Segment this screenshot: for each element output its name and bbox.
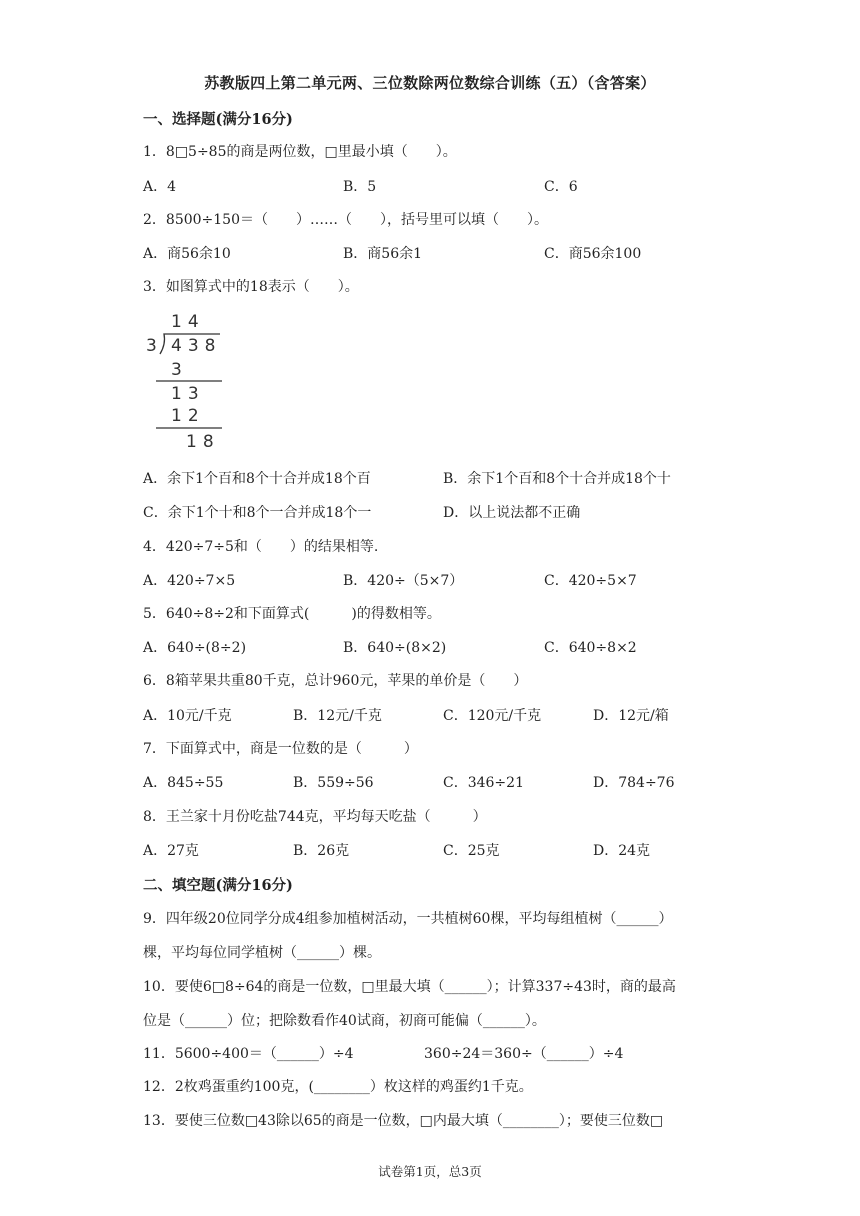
q6-option-b: B．12元/千克 — [293, 708, 382, 724]
question-2: 2．8500÷150＝（ ）……（ ），括号里可以填（ ）。 — [143, 212, 548, 228]
division-step-3: 12 — [171, 406, 205, 426]
question-5: 5．640÷8÷2和下面算式( )的得数相等。 — [143, 606, 441, 622]
q3-option-d: D．以上说法都不正确 — [443, 505, 581, 521]
q5-option-b: B．640÷(8×2) — [343, 640, 447, 656]
q7-option-a: A．845÷55 — [143, 775, 224, 791]
division-dividend: 438 — [171, 336, 222, 356]
q7-option-b: B．559÷56 — [293, 775, 374, 791]
long-division-figure — [140, 308, 250, 454]
q3-option-b: B．余下1个百和8个十合并成18个十 — [443, 471, 671, 487]
division-divisor: 3 — [146, 336, 157, 356]
q3-option-c: C．余下1个十和8个一合并成18个一 — [143, 505, 372, 521]
division-remainder: 18 — [186, 432, 220, 452]
q7-option-d: D．784÷76 — [593, 775, 675, 791]
q7-option-c: C．346÷21 — [443, 775, 524, 791]
question-6: 6．8箱苹果共重80千克，总计960元，苹果的单价是（ ） — [143, 673, 528, 689]
question-12: 12．2枚鸡蛋重约100克，(________）枚这样的鸡蛋约1千克。 — [143, 1079, 533, 1095]
question-11-part-1: 11．5600÷400＝（______）÷4 — [143, 1046, 354, 1062]
q4-option-a: A．420÷7×5 — [143, 573, 236, 589]
q4-option-c: C．420÷5×7 — [544, 573, 637, 589]
q1-option-b: B．5 — [343, 179, 377, 195]
q1-option-a: A．4 — [143, 179, 177, 195]
q2-option-c: C．商56余100 — [544, 246, 642, 262]
section-fill-heading: 二、填空题(满分16分) — [143, 877, 293, 894]
q2-option-a: A．商56余10 — [143, 246, 231, 262]
question-9-line-1: 9．四年级20位同学分成4组参加植树活动，一共植树60棵，平均每组植树（______） — [143, 911, 673, 927]
division-quotient: 14 — [171, 312, 205, 332]
q3-option-a: A．余下1个百和8个十合并成18个百 — [143, 471, 371, 487]
question-10-line-1: 10．要使6□8÷64的商是一位数，□里最大填（______）；计算337÷43时，商的最高 — [143, 979, 676, 995]
q8-option-a: A．27克 — [143, 843, 199, 859]
division-step-2: 13 — [171, 384, 205, 404]
page-title: 苏教版四上第二单元两、三位数除两位数综合训练（五）（含答案） — [204, 74, 656, 92]
q6-option-a: A．10元/千克 — [143, 708, 232, 724]
q2-option-b: B．商56余1 — [343, 246, 423, 262]
q4-option-b: B．420÷（5×7） — [343, 573, 464, 589]
section-choice-heading: 一、选择题(满分16分) — [143, 111, 293, 128]
question-10-line-2: 位是（______）位；把除数看作40试商，初商可能偏（______）。 — [143, 1013, 546, 1029]
q5-option-c: C．640÷8×2 — [544, 640, 637, 656]
question-1: 1．8□5÷85的商是两位数，□里最小填（ ）。 — [143, 144, 457, 160]
question-9-line-2: 棵，平均每位同学植树（______）棵。 — [143, 945, 381, 961]
q8-option-c: C．25克 — [443, 843, 500, 859]
question-13: 13．要使三位数□43除以65的商是一位数，□内最大填（________）；要使三位数□ — [143, 1113, 664, 1129]
question-4: 4．420÷7÷5和（ ）的结果相等. — [143, 539, 379, 555]
q6-option-c: C．120元/千克 — [443, 708, 542, 724]
q6-option-d: D．12元/箱 — [593, 708, 669, 724]
question-11-part-2: 360÷24＝360÷（______）÷4 — [424, 1046, 624, 1062]
division-step-1: 3 — [171, 360, 182, 380]
q5-option-a: A．640÷(8÷2) — [143, 640, 247, 656]
q8-option-d: D．24克 — [593, 843, 651, 859]
question-3: 3．如图算式中的18表示（ ）。 — [143, 279, 359, 295]
question-7: 7．下面算式中，商是一位数的是（ ） — [143, 741, 418, 757]
q8-option-b: B．26克 — [293, 843, 350, 859]
page-footer: 试卷第1页，总3页 — [378, 1164, 482, 1179]
question-8: 8．王兰家十月份吃盐744克，平均每天吃盐（ ） — [143, 809, 487, 825]
q1-option-c: C．6 — [544, 179, 578, 195]
